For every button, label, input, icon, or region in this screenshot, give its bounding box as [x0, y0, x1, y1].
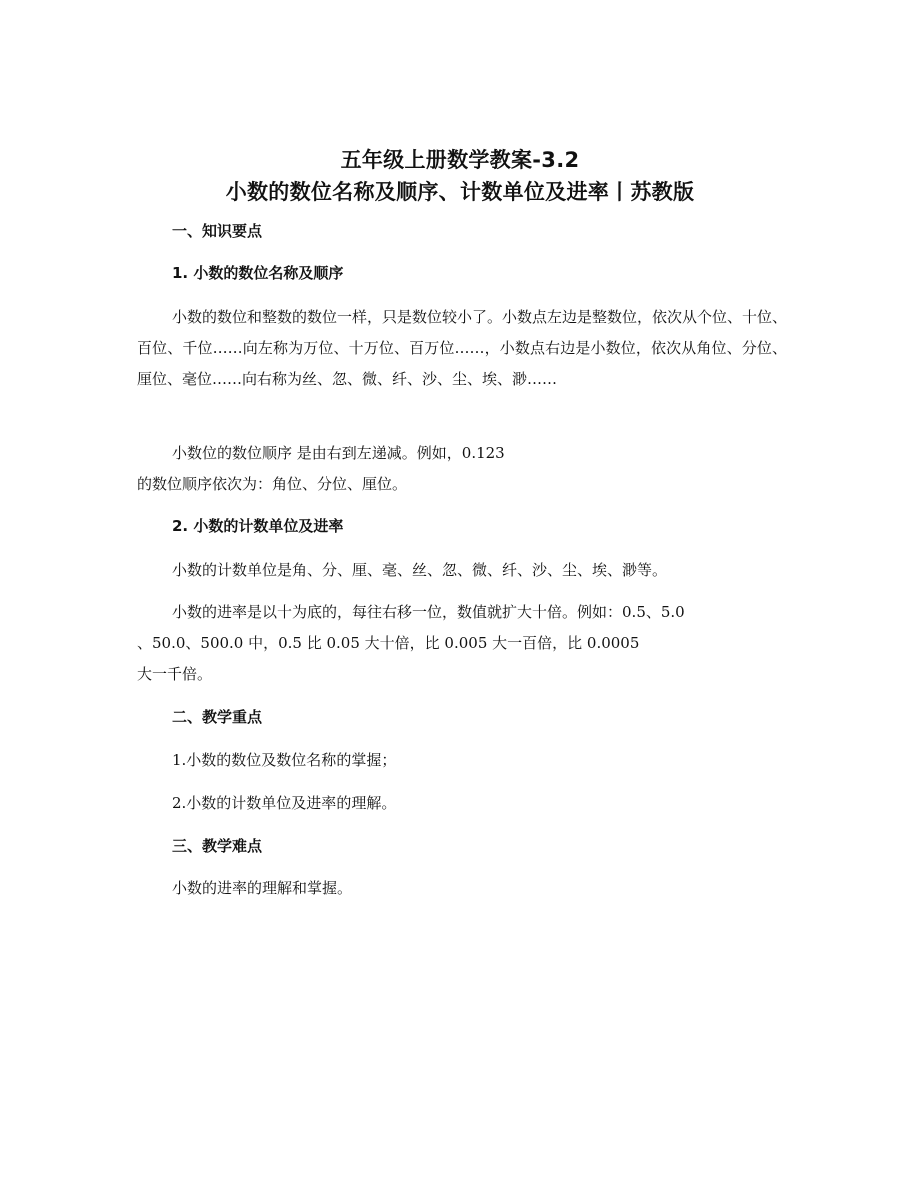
- teaching-focus-item-2: 2.小数的计数单位及进率的理解。: [172, 794, 397, 812]
- paragraph-place-order-line1: 小数位的数位顺序 是由右到左递减。例如，0.123: [172, 444, 505, 462]
- paragraph-place-names: 小数的数位和整数的数位一样，只是数位较小了。小数点左边是整数位，依次从个位、十位、百位、千位……向左称为万位、十万位、百万位……，小数点右边是小数位，依次从角位、分位、厘位、毫位……向右称为丝、忽、微、纤、沙、尘、埃、渺……: [137, 308, 788, 388]
- paragraph-base-ten-line1: 小数的进率是以十为底的，每往右移一位，数值就扩大十倍。例如：0.5、5.0: [172, 603, 685, 621]
- section-heading-teaching-difficulty: 三、教学难点: [172, 837, 263, 855]
- teaching-difficulty-text: 小数的进率的理解和掌握。: [172, 879, 353, 897]
- paragraph-base-ten-line3: 大一千倍。: [137, 665, 213, 683]
- subsection-heading-counting-units: 2. 小数的计数单位及进率: [172, 517, 344, 535]
- paragraph-base-ten-line2: 、50.0、500.0 中，0.5 比 0.05 大十倍，比 0.005 大一百倍，比 0.0005: [137, 634, 640, 652]
- section-heading-teaching-focus: 二、教学重点: [172, 708, 263, 726]
- document-title-line1: 五年级上册数学教案-3.2: [340, 148, 580, 172]
- paragraph-place-order-line2: 的数位顺序依次为：角位、分位、厘位。: [137, 475, 408, 493]
- paragraph-counting-units: 小数的计数单位是角、分、厘、毫、丝、忽、微、纤、沙、尘、埃、渺等。: [172, 561, 668, 579]
- document-title-line2: 小数的数位名称及顺序、计数单位及进率丨苏教版: [225, 180, 695, 204]
- teaching-focus-item-1: 1.小数的数位及数位名称的掌握；: [172, 751, 397, 769]
- section-heading-knowledge-points: 一、知识要点: [172, 222, 263, 240]
- subsection-heading-place-names: 1. 小数的数位名称及顺序: [172, 264, 344, 282]
